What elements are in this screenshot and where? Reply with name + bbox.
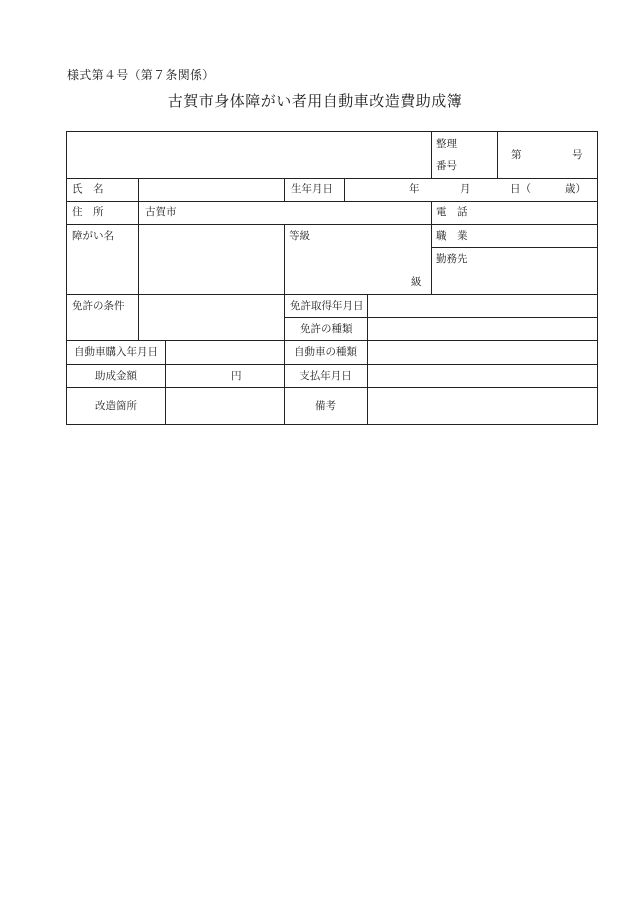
row-divider [67, 364, 597, 365]
column-divider [344, 178, 345, 201]
column-divider [284, 178, 285, 201]
column-divider [431, 132, 432, 178]
row-divider [67, 224, 597, 225]
birth-month: 月 [460, 183, 471, 195]
workplace-label: 勤務先 [436, 253, 468, 265]
birth-age: 歳） [565, 183, 586, 195]
phone-label: 電 話 [436, 206, 468, 218]
column-divider [431, 224, 432, 294]
row-divider [284, 317, 597, 318]
address-value[interactable]: 古賀市 [145, 206, 177, 218]
column-divider [138, 201, 139, 224]
subsidy-label: 助成金額 [95, 370, 137, 382]
vehicle-type-label: 自動車の種類 [294, 346, 357, 358]
column-divider [138, 178, 139, 201]
management-label-line2: 番号 [436, 160, 457, 172]
birth-label: 生年月日 [291, 183, 333, 195]
grade-unit: 級 [411, 276, 422, 288]
column-divider [367, 340, 368, 424]
row-divider [67, 387, 597, 388]
license-type-label: 免許の種類 [300, 323, 353, 335]
column-divider [165, 340, 166, 424]
payment-date-label: 支払年月日 [299, 370, 352, 382]
ledger-table [66, 131, 598, 425]
license-date-label: 免許取得年月日 [290, 300, 364, 312]
occupation-label: 職 業 [436, 230, 468, 242]
subsidy-unit: 円 [231, 370, 242, 382]
column-divider [431, 201, 432, 224]
disability-label: 障がい名 [72, 230, 114, 242]
management-dai: 第 [511, 149, 522, 161]
management-go: 号 [572, 149, 583, 161]
row-divider [67, 201, 597, 202]
row-divider [432, 247, 597, 248]
column-divider [138, 294, 139, 340]
birth-year: 年 [409, 183, 420, 195]
birth-day: 日（ [510, 183, 531, 195]
form-number: 様式第４号（第７条関係） [67, 68, 215, 82]
column-divider [284, 294, 285, 340]
modified-parts-label: 改造箇所 [95, 400, 137, 412]
license-conditions-label: 免許の条件 [72, 300, 125, 312]
management-label-line1: 整理 [436, 138, 457, 150]
column-divider [284, 224, 285, 294]
column-divider [367, 294, 368, 340]
page-title: 古賀市身体障がい者用自動車改造費助成簿 [167, 92, 463, 110]
remarks-label: 備考 [315, 400, 336, 412]
row-divider [67, 178, 597, 179]
row-divider [67, 340, 597, 341]
column-divider [138, 224, 139, 294]
purchase-date-label: 自動車購入年月日 [74, 346, 158, 358]
row-divider [67, 294, 597, 295]
name-label: 氏 名 [72, 183, 104, 195]
column-divider [497, 132, 498, 178]
grade-label: 等級 [289, 230, 310, 242]
address-label: 住 所 [72, 206, 104, 218]
